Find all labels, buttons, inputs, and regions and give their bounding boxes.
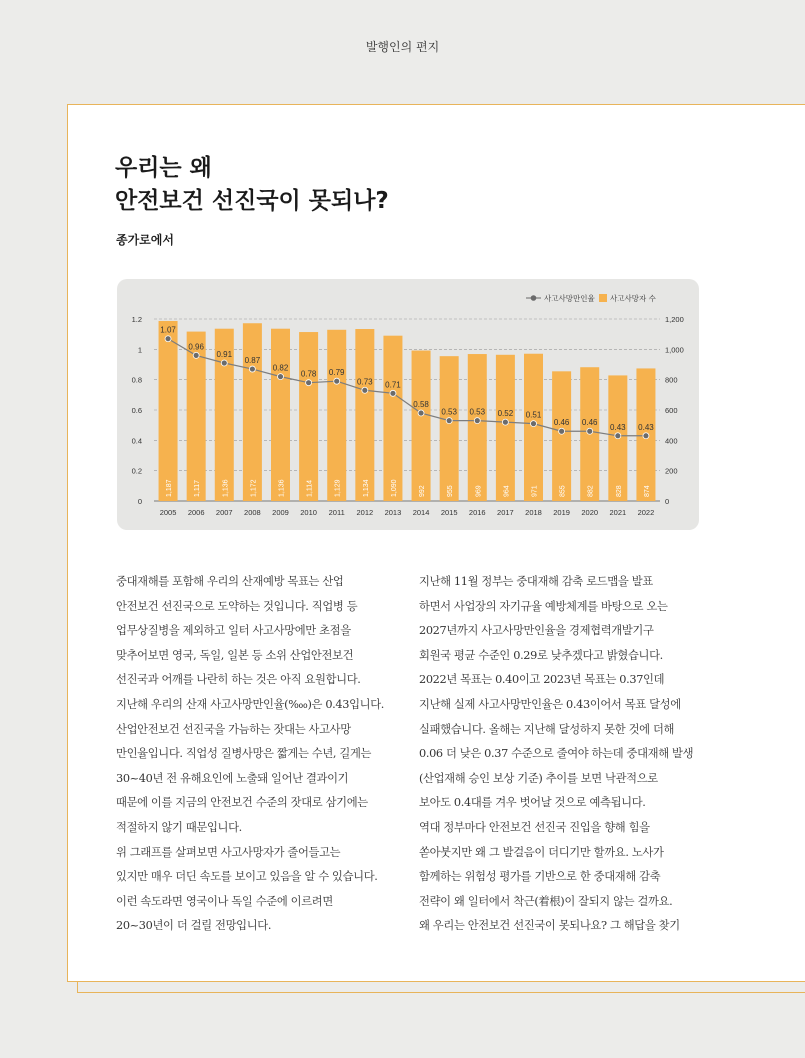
left-line: 30~40년 전 유해요인에 노출돼 일어난 결과이기 (116, 771, 349, 785)
rate-marker (446, 418, 452, 424)
rate-value-label: 0.46 (581, 418, 598, 428)
left-line: 안전보건 선진국으로 도약하는 것입니다. 직업병 등 (116, 599, 358, 613)
bar (271, 329, 290, 501)
legend-bar-label: 사고사망자 수 (610, 294, 656, 303)
bar-value-label: 1,134 (362, 479, 370, 497)
x-tick-label: 2005 (159, 508, 177, 517)
rate-value-label: 0.53 (441, 407, 457, 417)
bar (355, 329, 374, 501)
left-line: 만인율입니다. 직업성 질병사망은 짧게는 수년, 길게는 (116, 747, 372, 761)
rate-marker (193, 352, 199, 358)
x-tick-label: 2019 (553, 508, 570, 517)
left-line: 지난해 우리의 산재 사고사망만인율(‱)은 0.43입니다. (116, 697, 385, 711)
bar-value-label: 1,117 (194, 480, 202, 497)
y-left-tick-label: 0.8 (131, 375, 142, 385)
x-tick-label: 2016 (468, 508, 486, 517)
y-right-tick-label: 200 (665, 466, 678, 476)
bar-value-label: 1,136 (278, 479, 286, 497)
rate-value-label: 1.07 (160, 325, 176, 335)
rate-value-label: 0.87 (244, 356, 261, 366)
x-tick-label: 2020 (581, 508, 599, 517)
y-right-tick-label: 800 (665, 375, 678, 385)
bar-value-label: 1,136 (222, 479, 230, 497)
y-left-tick-label: 1 (137, 345, 142, 355)
right-line: 2027년까지 사고사망만인율을 경제협력개발기구 (419, 624, 654, 638)
left-line: 업무상질병을 제외하고 일터 사고사망에만 초점을 (116, 624, 351, 638)
body-column-right (419, 570, 701, 939)
rate-marker (615, 433, 621, 439)
x-tick-label: 2006 (187, 508, 205, 517)
rate-value-label: 0.73 (357, 377, 373, 387)
right-line: 보아도 0.4대를 겨우 벗어날 것으로 예측됩니다. (419, 796, 646, 810)
x-tick-label: 2008 (244, 508, 261, 517)
chart-panel (117, 279, 699, 530)
bar (299, 332, 318, 501)
section-label: 발행인의 편지 (365, 40, 440, 54)
rate-marker (474, 418, 480, 424)
rate-marker (587, 428, 593, 434)
rate-value-label: 0.96 (188, 342, 204, 352)
right-line: 0.06 더 낮은 0.37 수준으로 줄여야 하는데 중대재해 발생 (419, 747, 694, 761)
bar-value-label: 964 (503, 485, 511, 497)
body-column-left (116, 570, 398, 939)
x-tick-label: 2012 (356, 508, 374, 517)
x-tick-label: 2013 (384, 508, 402, 517)
rate-value-label: 0.51 (525, 410, 542, 420)
bar-value-label: 955 (447, 485, 455, 497)
left-line: 이런 속도라면 영국이나 독일 수준에 이르려면 (116, 894, 333, 908)
left-line: 있지만 매우 더딘 속도를 보이고 있음을 알 수 있습니다. (116, 870, 378, 884)
rate-value-label: 0.46 (553, 418, 570, 428)
rate-marker (390, 390, 396, 396)
x-tick-label: 2021 (609, 508, 627, 517)
title-line-2: 안전보건 선진국이 못되나? (115, 188, 389, 214)
x-tick-label: 2015 (440, 508, 458, 517)
bar (468, 354, 487, 501)
rate-value-label: 0.82 (272, 363, 289, 373)
rate-value-label: 0.43 (638, 422, 654, 432)
rate-value-label: 0.71 (385, 380, 401, 390)
left-line: 산업안전보건 선진국을 가늠하는 잣대는 사고사망 (116, 722, 351, 736)
bar-value-label: 1,114 (306, 480, 314, 497)
right-line: 역대 정부마다 안전보건 선진국 진입을 향해 힘을 (419, 820, 650, 834)
rate-marker (531, 421, 537, 427)
bar-value-label: 1,172 (250, 479, 258, 497)
bar-value-label: 1,187 (166, 479, 174, 497)
right-line: 지난해 실제 사고사망만인율은 0.43이어서 목표 달성에 (419, 697, 681, 711)
article-title (115, 152, 389, 218)
bar (496, 355, 515, 501)
y-left-tick-label: 1.2 (131, 315, 142, 324)
bar-value-label: 1,129 (334, 479, 342, 497)
left-line: 선진국과 어깨를 나란히 하는 것은 아직 요원합니다. (116, 673, 361, 687)
bar-value-label: 874 (643, 485, 651, 497)
x-tick-label: 2010 (300, 508, 317, 517)
bar-value-label: 1,090 (390, 479, 398, 497)
left-line: 때문에 이를 지금의 안전보건 수준의 잣대로 삼기에는 (116, 796, 368, 810)
rate-line (168, 339, 646, 436)
bar (327, 330, 346, 501)
right-line: 전략이 왜 일터에서 착근(着根)이 잘되지 않는 걸까요. (419, 894, 673, 908)
right-line: 하면서 사업장의 자기규율 예방체계를 바탕으로 오는 (419, 599, 668, 613)
rate-value-label: 0.53 (469, 407, 486, 417)
rate-value-label: 0.58 (413, 400, 429, 410)
right-line: 지난해 11월 정부는 중대재해 감축 로드맵을 발표 (419, 575, 653, 588)
bar (552, 371, 571, 501)
rate-marker (278, 374, 284, 380)
rate-value-label: 0.78 (300, 369, 317, 379)
right-line: 왜 우리는 안전보건 선진국이 못되나요? 그 해답을 찾기 (419, 919, 680, 933)
bar-value-label: 992 (419, 485, 427, 497)
left-line: 위 그래프를 살펴보면 사고사망자가 줄어들고는 (116, 845, 341, 859)
right-line: (산업재해 승인 보상 기준) 추이를 보면 낙관적으로 (419, 771, 658, 785)
rate-value-label: 0.91 (216, 349, 233, 359)
x-tick-label: 2017 (497, 508, 514, 517)
left-line: 적절하지 않기 때문입니다. (116, 820, 242, 834)
y-right-tick-label: 400 (665, 436, 678, 446)
rate-marker (306, 380, 312, 386)
rate-marker (418, 410, 424, 416)
y-right-tick-label: 1,000 (665, 345, 684, 355)
right-line: 실패했습니다. 올해는 지난해 달성하지 못한 것에 더해 (419, 722, 675, 736)
bar (524, 354, 543, 501)
left-line: 맞추어보면 영국, 독일, 일본 등 소위 산업안전보건 (116, 648, 354, 662)
y-left-tick-label: 0.2 (131, 466, 142, 476)
x-tick-label: 2014 (412, 508, 430, 517)
y-right-tick-label: 0 (665, 497, 670, 506)
rate-marker (334, 378, 340, 384)
rate-value-label: 0.43 (610, 422, 626, 432)
rate-marker (559, 428, 565, 434)
title-line-1: 우리는 왜 (115, 155, 212, 181)
rate-marker (643, 433, 649, 439)
y-left-tick-label: 0.6 (131, 406, 142, 415)
bar (159, 321, 178, 501)
y-right-tick-label: 1,200 (665, 315, 684, 324)
y-right-tick-label: 600 (665, 406, 678, 415)
bar (383, 336, 402, 501)
bar-value-label: 828 (615, 485, 623, 497)
rate-marker (362, 387, 368, 393)
legend-bar-swatch (599, 294, 607, 302)
rate-marker (249, 366, 255, 372)
bar-value-label: 855 (559, 485, 567, 497)
rate-value-label: 0.79 (328, 368, 345, 378)
bar (412, 351, 431, 501)
y-left-tick-label: 0 (137, 497, 142, 506)
x-tick-label: 2018 (525, 508, 542, 517)
right-line: 2022년 목표는 0.40이고 2023년 목표는 0.37인데 (419, 673, 665, 687)
right-line: 회원국 평균 수준인 0.29로 낮추겠다고 밝혔습니다. (419, 648, 663, 662)
legend-line-marker (531, 295, 537, 301)
x-tick-label: 2022 (637, 508, 655, 517)
legend-line-label: 사고사망만인율 (544, 294, 595, 303)
rate-marker (165, 336, 171, 342)
article-author: 종가로에서 (116, 233, 174, 247)
right-line: 함께하는 위험성 평가를 기반으로 한 중대재해 감축 (419, 870, 661, 884)
x-tick-label: 2009 (272, 508, 289, 517)
left-line: 중대재해를 포함해 우리의 산재예방 목표는 산업 (116, 575, 344, 588)
x-tick-label: 2007 (215, 508, 233, 517)
right-line: 쏟아붓지만 왜 그 발걸음이 더디기만 할까요. 노사가 (419, 845, 664, 859)
rate-marker (221, 360, 227, 366)
bar-value-label: 882 (587, 485, 595, 497)
y-left-tick-label: 0.4 (131, 436, 142, 446)
rate-marker (502, 419, 508, 425)
x-tick-label: 2011 (328, 508, 345, 517)
bar-value-label: 969 (475, 485, 483, 497)
rate-value-label: 0.52 (497, 409, 514, 419)
left-line: 20~30년이 더 걸릴 전망입니다. (116, 919, 272, 933)
bar-value-label: 971 (531, 485, 539, 497)
bar (243, 323, 262, 501)
combo-chart (117, 279, 699, 530)
bar (440, 356, 459, 501)
